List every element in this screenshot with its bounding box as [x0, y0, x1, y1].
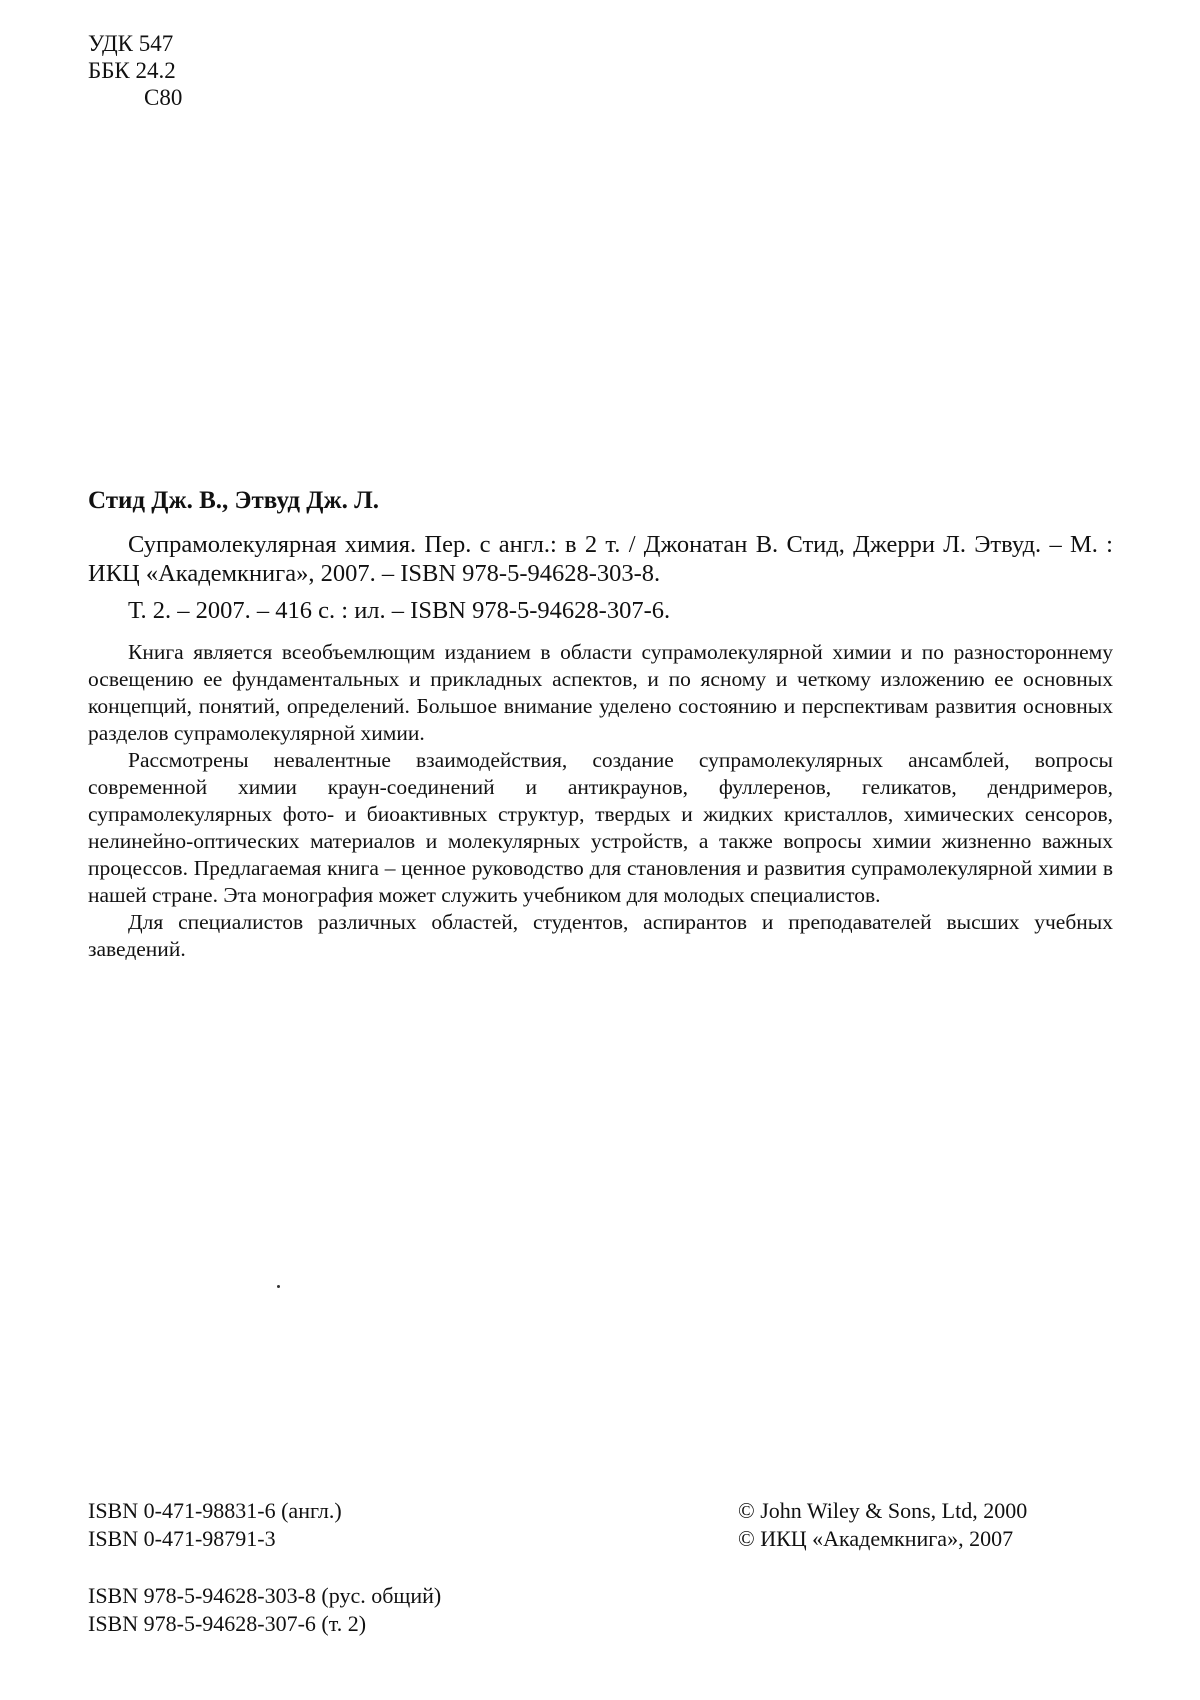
print-speck: [277, 1285, 280, 1288]
classification-codes: [88, 30, 182, 111]
bibliographic-record: [88, 486, 1113, 963]
isbn-line: ISBN 978-5-94628-307-6 (т. 2): [88, 1611, 367, 1636]
bbk-code: ББК 24.2: [88, 58, 176, 83]
annotation: [88, 639, 1113, 963]
isbn-line: ISBN 978-5-94628-303-8 (рус. общий): [88, 1583, 442, 1608]
bibliographic-entry: Супрамолекулярная химия. Пер. с англ.: в 2 т. / Джонатан В. Стид, Джерри Л. Этвуд. – М. : ИКЦ «Академкнига», 2007. – ISBN 978-5-94628-303-8.: [88, 531, 1113, 587]
volume-entry: Т. 2. – 2007. – 416 с. : ил. – ISBN 978-5-94628-307-6.: [128, 597, 671, 624]
udk-code: УДК 547: [88, 31, 174, 56]
isbn-russian-block: [88, 1582, 441, 1638]
isbn-original-block: [88, 1497, 342, 1553]
annotation-paragraph: Рассмотрены невалентные взаимодействия, создание супрамолекулярных ансамблей, вопросы современной химии краун-соединений и антикраунов, фуллеренов, геликатов, дендримеров, супрамолекулярных фото- и биоактивных структур, твердых и жидких кристаллов, химических сенсоров, нелинейно-оптических материалов и молекулярных устройств, а также вопросы химии жизненно важных процессов. Предлагаемая книга – ценное руководство для становления и развития супрамолекулярной химии в нашей стране. Эта монография может служить учебником для молодых специалистов.: [88, 748, 1113, 907]
isbn-line: ISBN 0-471-98791-3: [88, 1526, 276, 1551]
authors-heading: Стид Дж. В., Этвуд Дж. Л.: [88, 487, 379, 514]
copyright-line: © ИКЦ «Академкнига», 2007: [738, 1526, 1014, 1551]
annotation-paragraph: Для специалистов различных областей, студентов, аспирантов и преподавателей высших учебных заведений.: [88, 910, 1113, 961]
annotation-paragraph: Книга является всеобъемлющим изданием в области супрамолекулярной химии и по разностороннему освещению ее фундаментальных и прикладных аспектов, и по ясному и четкому изложению ее основных концепций, понятий, определений. Большое внимание уделено состоянию и перспективам развития основных разделов супрамолекулярной химии.: [88, 640, 1113, 745]
copyright-block: [738, 1497, 1027, 1553]
author-mark: С80: [144, 85, 183, 110]
copyright-line: © John Wiley & Sons, Ltd, 2000: [738, 1498, 1028, 1523]
isbn-line: ISBN 0-471-98831-6 (англ.): [88, 1498, 342, 1523]
